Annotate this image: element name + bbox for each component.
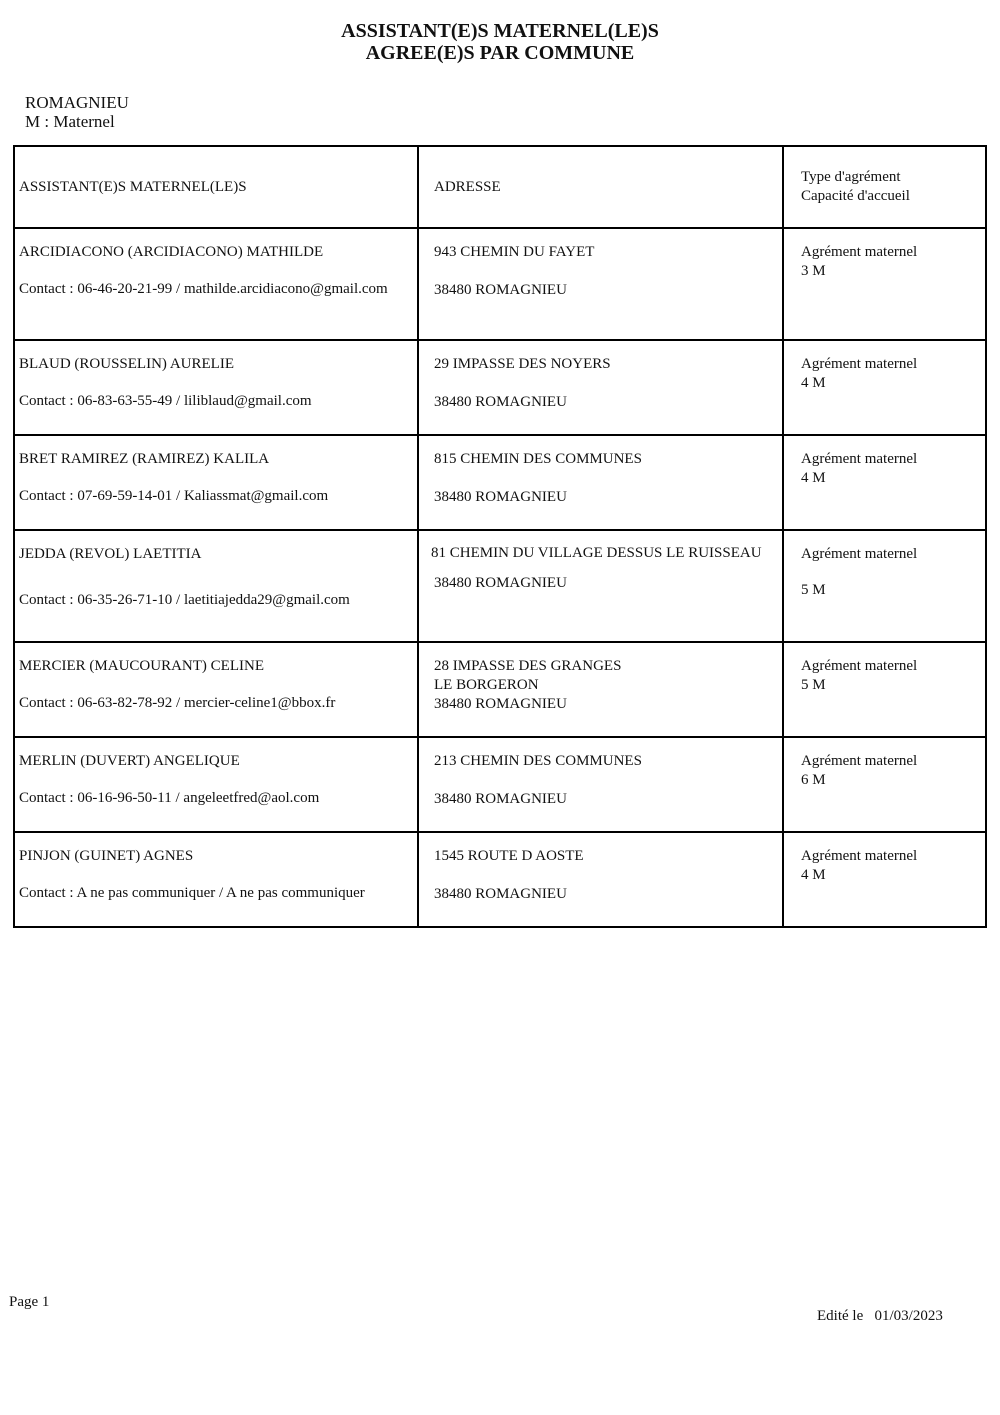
agreement-type: Agrément maternel <box>801 356 918 372</box>
address-line: 943 CHEMIN DU FAYET <box>434 244 595 260</box>
assistant-contact: Contact : 06-63-82-78-92 / mercier-celine1@bbox.fr <box>19 695 336 711</box>
agreement <box>784 229 985 289</box>
title-line-2: AGREE(E)S PAR COMMUNE <box>365 42 635 64</box>
address <box>419 833 782 912</box>
agreement <box>784 833 985 893</box>
agreement-capacity: 4 M <box>801 867 826 883</box>
agreement-type: Agrément maternel <box>801 753 918 769</box>
commune-block <box>25 93 129 131</box>
header-address: ADRESSE <box>418 146 783 228</box>
address-line: 28 IMPASSE DES GRANGES <box>434 658 622 674</box>
address-line: 29 IMPASSE DES NOYERS <box>434 356 611 372</box>
address-city: 38480 ROMAGNIEU <box>434 575 567 591</box>
assistant-name: BLAUD (ROUSSELIN) AURELIE <box>19 356 234 372</box>
document-title <box>0 20 1000 64</box>
header-type-line1: Type d'agrément <box>801 169 901 185</box>
agreement <box>784 436 985 496</box>
address <box>419 341 782 420</box>
assistant-name: JEDDA (REVOL) LAETITIA <box>19 546 202 562</box>
address-line: 815 CHEMIN DES COMMUNES <box>434 451 642 467</box>
agreement-capacity: 5 M <box>801 677 826 693</box>
assistant-name: MERCIER (MAUCOURANT) CELINE <box>19 658 264 674</box>
agreement-type: Agrément maternel <box>801 244 918 260</box>
address-city: 38480 ROMAGNIEU <box>434 394 567 410</box>
commune-name: ROMAGNIEU <box>25 93 129 112</box>
table-row <box>14 737 986 832</box>
agreement-capacity: 6 M <box>801 772 826 788</box>
address <box>419 436 782 515</box>
assistant-name: MERLIN (DUVERT) ANGELIQUE <box>19 753 240 769</box>
agreement-type: Agrément maternel <box>801 451 918 467</box>
address-city: 38480 ROMAGNIEU <box>434 696 567 712</box>
legend: M : Maternel <box>25 112 115 131</box>
agreement-type: Agrément maternel <box>801 848 918 864</box>
address-line: 1545 ROUTE D AOSTE <box>434 848 584 864</box>
address-line: 81 CHEMIN DU VILLAGE DESSUS LE RUISSEAU <box>431 545 762 561</box>
agreement-capacity: 3 M <box>801 263 826 279</box>
agreement-capacity: 4 M <box>801 470 826 486</box>
address-city: 38480 ROMAGNIEU <box>434 282 567 298</box>
assistant-contact: Contact : 06-46-20-21-99 / mathilde.arcidiacono@gmail.com <box>19 281 388 297</box>
agreement-type: Agrément maternel <box>801 658 918 674</box>
assistant-name: ARCIDIACONO (ARCIDIACONO) MATHILDE <box>19 244 324 260</box>
header-assistant: ASSISTANT(E)S MATERNEL(LE)S <box>14 146 418 228</box>
address-line-2: LE BORGERON <box>434 677 539 693</box>
assistant-name: PINJON (GUINET) AGNES <box>19 848 194 864</box>
assistant-contact: Contact : A ne pas communiquer / A ne pas communiquer <box>19 885 365 901</box>
address-city: 38480 ROMAGNIEU <box>434 489 567 505</box>
address <box>419 738 782 817</box>
agreement <box>784 738 985 798</box>
address-city: 38480 ROMAGNIEU <box>434 886 567 902</box>
table-row <box>14 832 986 927</box>
address <box>419 229 782 308</box>
agreement-capacity: 4 M <box>801 375 826 391</box>
header-type <box>783 146 986 228</box>
assistant-name: BRET RAMIREZ (RAMIREZ) KALILA <box>19 451 270 467</box>
assistant-contact: Contact : 07-69-59-14-01 / Kaliassmat@gmail.com <box>19 488 329 504</box>
address <box>419 531 782 601</box>
table-row <box>14 642 986 737</box>
agreement <box>784 531 985 608</box>
table-row <box>14 435 986 530</box>
table-header-row <box>14 146 986 228</box>
assistants-table <box>13 145 987 928</box>
agreement <box>784 341 985 401</box>
address-line: 213 CHEMIN DES COMMUNES <box>434 753 642 769</box>
table-row <box>14 340 986 435</box>
page-number: Page 1 <box>9 1294 50 1310</box>
address-city: 38480 ROMAGNIEU <box>434 791 567 807</box>
header-type-line2: Capacité d'accueil <box>801 188 910 204</box>
assistant-contact: Contact : 06-16-96-50-11 / angeleetfred@aol.com <box>19 790 320 806</box>
assistant-contact: Contact : 06-35-26-71-10 / laetitiajedda29@gmail.com <box>19 592 350 608</box>
agreement <box>784 643 985 703</box>
agreement-capacity: 5 M <box>801 582 826 598</box>
edition-date: Edité le 01/03/2023 <box>817 1308 943 1324</box>
title-line-1: ASSISTANT(E)S MATERNEL(LE)S <box>341 20 659 42</box>
table-row <box>14 530 986 642</box>
table-row <box>14 228 986 340</box>
address <box>419 643 782 722</box>
agreement-type: Agrément maternel <box>801 546 918 562</box>
assistant-contact: Contact : 06-83-63-55-49 / liliblaud@gmail.com <box>19 393 312 409</box>
